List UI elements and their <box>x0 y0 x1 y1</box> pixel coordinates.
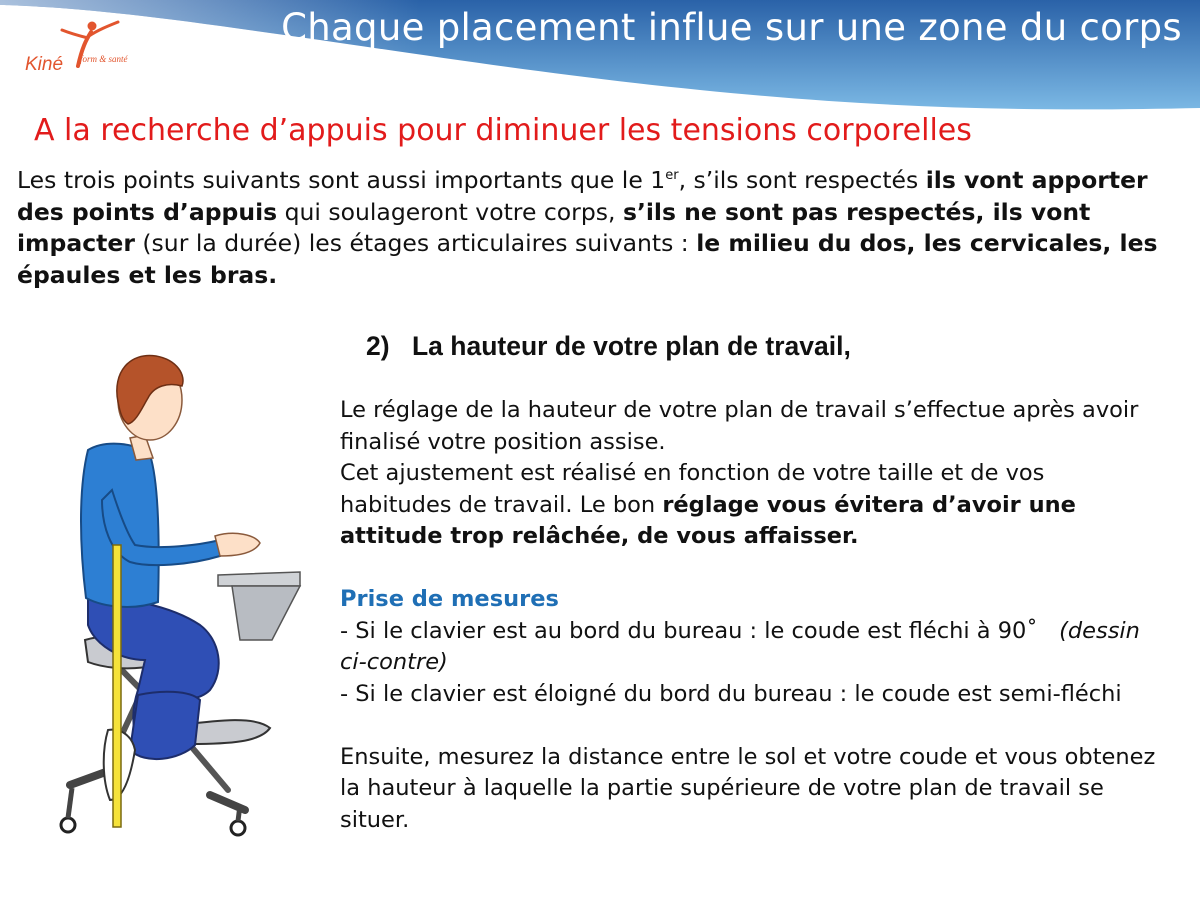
intro-bold-1: ils vont apporter des points d’appuis <box>17 166 1148 226</box>
measure-item-2: - Si le clavier est éloigné du bord du bureau : le coude est semi-fléchi <box>340 680 1122 707</box>
spacer <box>340 710 1160 742</box>
seated-person-illustration <box>50 340 310 840</box>
intro-text-1: Les trois points suivants sont aussi importants que le 1 <box>17 166 666 194</box>
page-title: Chaque placement influe sur une zone du corps <box>281 6 1182 49</box>
section-heading <box>366 331 851 362</box>
body-paragraph-2-bold: réglage vous évitera d’avoir une attitude trop relâchée, de vous affaisser. <box>340 491 1076 549</box>
measure-item-1 <box>340 616 1160 679</box>
logo-tagline: form & santé <box>80 54 128 64</box>
intro-text-2: , s’ils sont respectés <box>678 166 926 194</box>
body-text <box>340 395 1160 836</box>
body-paragraph-2-text: Cet ajustement est réalisé en fonction de votre taille et de vos habitudes de travail. Le bon <box>340 460 1045 518</box>
subtitle: A la recherche d’appuis pour diminuer les tensions corporelles <box>34 113 972 148</box>
section-number: 2) <box>366 331 390 361</box>
measure-item-1-text: - Si le clavier est au bord du bureau : le coude est fléchi à 90˚ <box>340 617 1038 644</box>
intro-bold-3: le milieu du dos, les cervicales, les épaules et les bras. <box>17 229 1158 289</box>
kine-logo <box>22 18 162 98</box>
section-title: La hauteur de votre plan de travail, <box>412 331 851 361</box>
header-banner <box>0 0 1200 120</box>
measure-title: Prise de mesures <box>340 586 559 612</box>
spacer <box>340 553 1160 585</box>
intro-text-3: qui soulageront votre corps, <box>277 197 623 226</box>
body-paragraph-2 <box>340 458 1160 553</box>
intro-superscript: er <box>665 168 679 183</box>
kneeling-chair-drawing <box>50 340 310 840</box>
body-paragraph-3: Ensuite, mesurez la distance entre le sol et votre coude et vous obtenez la hauteur à laquelle la partie supérieure de votre plan de travail se situer. <box>340 743 1156 833</box>
intro-bold-2: s’ils ne sont pas respectés, ils vont impacter <box>17 197 1091 257</box>
intro-paragraph <box>17 165 1187 291</box>
logo-word: Kiné <box>25 54 64 75</box>
intro-text-4: (sur la durée) les étages articulaires suivants : <box>134 229 697 257</box>
measure-item-1-note: (dessin ci-contre) <box>340 617 1140 675</box>
body-paragraph-1: Le réglage de la hauteur de votre plan de travail s’effectue après avoir finalisé votre position assise. <box>340 397 1139 455</box>
